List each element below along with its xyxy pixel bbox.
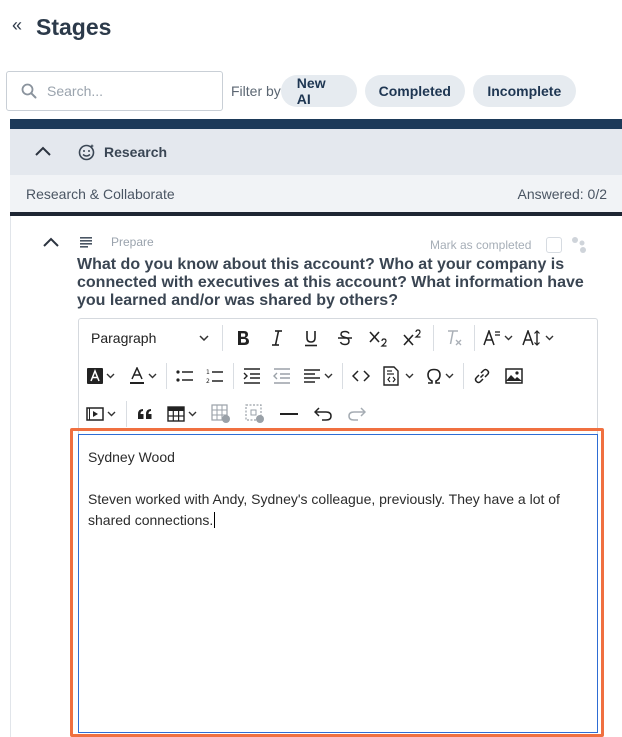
redo-icon — [348, 407, 366, 421]
font-family-button[interactable] — [478, 323, 518, 353]
table-props-icon — [245, 404, 265, 424]
toolbar-separator — [474, 325, 475, 351]
stage-subtitle: Research & Collaborate — [26, 185, 175, 202]
answered-count: Answered: 0/2 — [517, 185, 607, 202]
image-icon — [505, 368, 523, 384]
insert-link-button[interactable] — [467, 361, 497, 391]
mark-completed-label: Mark as completed — [430, 238, 532, 252]
subscript-icon — [369, 329, 389, 347]
content-line: Sydney Wood — [88, 449, 175, 465]
toolbar-separator — [166, 363, 167, 389]
toolbar-separator — [342, 363, 343, 389]
insert-table-button[interactable] — [160, 399, 204, 429]
indent-button[interactable] — [237, 361, 267, 391]
horizontal-line-button[interactable] — [272, 399, 306, 429]
chevron-down-icon — [405, 373, 414, 379]
toolbar-separator — [433, 325, 434, 351]
filter-chip-completed[interactable]: Completed — [365, 75, 465, 107]
search-box[interactable] — [6, 71, 223, 111]
horizontal-rule-icon — [280, 412, 298, 416]
highlight-color-icon — [87, 368, 103, 384]
editor-toolbar — [78, 318, 598, 434]
ai-dots-icon — [569, 234, 589, 254]
numbered-list-icon — [206, 368, 224, 384]
filter-chip-new-ai[interactable]: New AI — [281, 75, 357, 107]
outdent-icon — [273, 368, 291, 384]
page-title: Stages — [36, 14, 112, 40]
redo-button[interactable] — [340, 399, 374, 429]
question-type-label: Prepare — [111, 235, 154, 249]
underline-icon — [304, 330, 318, 347]
insert-media-button[interactable] — [79, 399, 123, 429]
ai-smile-icon — [78, 143, 96, 161]
clear-format-icon — [445, 329, 463, 347]
left-guide-line — [10, 216, 11, 737]
align-left-icon — [303, 369, 321, 383]
toolbar-separator — [233, 363, 234, 389]
strikethrough-icon — [337, 330, 353, 346]
page-header — [12, 14, 111, 41]
font-size-icon — [522, 330, 542, 346]
chevron-down-icon — [107, 411, 116, 417]
collapse-panel-icon[interactable]: « — [12, 14, 23, 35]
search-input[interactable] — [47, 83, 207, 99]
text-color-icon — [129, 367, 145, 385]
toolbar-separator — [463, 363, 464, 389]
insert-image-button[interactable] — [497, 361, 531, 391]
filter-label: Filter by — [231, 83, 281, 99]
chevron-down-icon — [324, 373, 333, 379]
svg-text:1: 1 — [206, 369, 210, 376]
table-cell-icon — [211, 404, 231, 424]
table-icon — [167, 406, 185, 422]
indent-icon — [243, 368, 261, 384]
highlight-color-button[interactable] — [79, 361, 123, 391]
stage-accent-bar — [10, 119, 622, 129]
code-icon — [352, 369, 370, 383]
numbered-list-button[interactable] — [200, 361, 230, 391]
bold-icon — [236, 330, 250, 346]
special-characters-button[interactable] — [420, 361, 460, 391]
media-icon — [86, 406, 104, 422]
editor-content[interactable] — [78, 434, 598, 733]
chevron-down-icon — [106, 373, 115, 379]
stage-divider — [10, 212, 622, 216]
search-icon — [21, 83, 37, 99]
toolbar-separator — [222, 325, 223, 351]
block-format-value: Paragraph — [91, 330, 157, 346]
content-blank-line — [88, 468, 588, 489]
insert-code-block-button[interactable] — [376, 361, 420, 391]
undo-icon — [314, 407, 332, 421]
svg-text:2: 2 — [206, 378, 210, 384]
question-text: What do you know about this account? Who at your company is connected with executives at this account? What information have you learned and/or was shared by others? — [77, 256, 584, 309]
code-button[interactable] — [346, 361, 376, 391]
bold-button[interactable] — [226, 323, 260, 353]
table-properties-button[interactable] — [238, 399, 272, 429]
font-size-button[interactable] — [518, 323, 558, 353]
subscript-button[interactable] — [362, 323, 396, 353]
chevron-down-icon — [545, 335, 554, 341]
alignment-button[interactable] — [297, 361, 339, 391]
underline-button[interactable] — [294, 323, 328, 353]
code-block-icon — [382, 366, 402, 386]
block-format-select[interactable] — [79, 323, 219, 353]
toolbar-separator — [126, 401, 127, 427]
filter-row — [6, 71, 576, 111]
stage-subheader — [10, 175, 622, 212]
bullet-list-icon — [176, 369, 194, 383]
blockquote-button[interactable] — [130, 399, 160, 429]
italic-icon — [271, 330, 283, 346]
bulleted-list-button[interactable] — [170, 361, 200, 391]
chevron-down-icon — [445, 373, 454, 379]
strikethrough-button[interactable] — [328, 323, 362, 353]
question-collapse-icon[interactable] — [40, 232, 62, 252]
text-color-button[interactable] — [123, 361, 163, 391]
chevron-down-icon — [148, 373, 157, 379]
content-paragraph — [88, 489, 588, 531]
undo-button[interactable] — [306, 399, 340, 429]
superscript-icon — [403, 329, 423, 347]
table-cell-properties-button[interactable] — [204, 399, 238, 429]
chevron-down-icon — [504, 335, 513, 341]
link-icon — [473, 367, 491, 385]
mark-completed-checkbox[interactable] — [546, 237, 562, 253]
superscript-button[interactable] — [396, 323, 430, 353]
content-text: Steven worked with Andy, Sydney's colleague, previously. They have a lot of shared connections. — [88, 491, 560, 528]
italic-button[interactable] — [260, 323, 294, 353]
font-family-icon — [483, 330, 501, 346]
text-cursor — [214, 512, 215, 528]
stage-name: Research — [104, 144, 168, 160]
stage-header[interactable] — [10, 129, 622, 175]
omega-icon — [426, 368, 442, 384]
stage-panel — [10, 119, 622, 216]
chevron-up-icon[interactable] — [34, 143, 52, 161]
chevron-down-icon — [199, 335, 209, 341]
text-lines-icon — [80, 237, 92, 248]
quote-icon — [137, 408, 153, 420]
clear-formatting-button[interactable] — [437, 323, 471, 353]
filter-chip-incomplete[interactable]: Incomplete — [473, 75, 576, 107]
chevron-down-icon — [188, 411, 197, 417]
outdent-button[interactable] — [267, 361, 297, 391]
